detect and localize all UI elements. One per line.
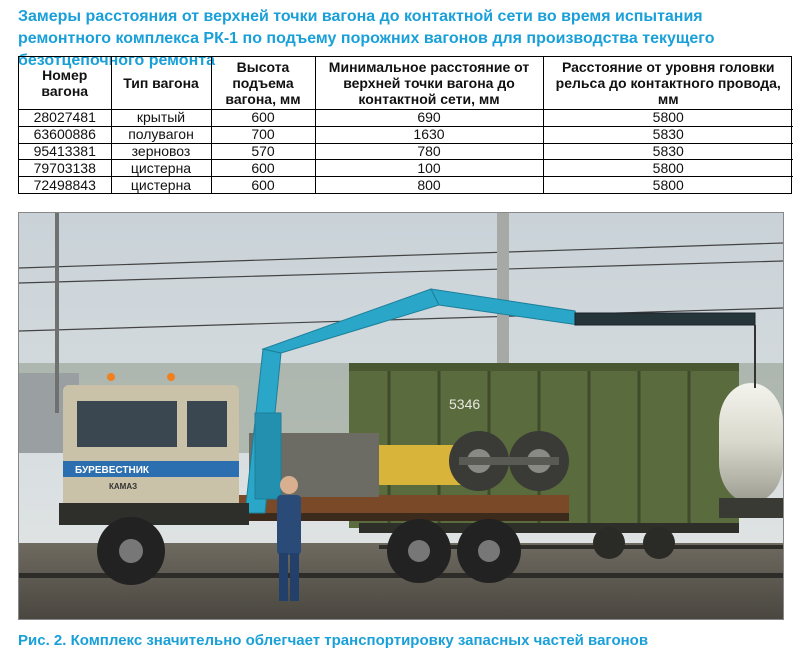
crane-truck-photo [18, 212, 784, 620]
cell-wagon-type: цистерна [111, 160, 211, 177]
table-row [19, 177, 793, 193]
header-wagon-type: Тип вагона [111, 57, 211, 110]
cell-wagon-number: 72498843 [19, 177, 111, 193]
cell-min-distance: 780 [315, 143, 543, 160]
cell-wagon-type: полувагон [111, 126, 211, 143]
cell-rail-to-wire: 5800 [543, 160, 793, 177]
measurements-table [18, 56, 792, 194]
wagon-number-text: 5346 [449, 396, 481, 412]
cell-lift-height: 600 [211, 177, 315, 193]
truck-cab [59, 373, 249, 525]
table-row [19, 143, 793, 160]
cell-rail-to-wire: 5800 [543, 110, 793, 127]
header-lift-height: Высота подъема вагона, мм [211, 57, 315, 110]
cell-wagon-number: 63600886 [19, 126, 111, 143]
cell-wagon-number: 95413381 [19, 143, 111, 160]
cell-wagon-number: 28027481 [19, 110, 111, 127]
cell-rail-to-wire: 5830 [543, 126, 793, 143]
cell-wagon-type: зерновоз [111, 143, 211, 160]
truck-brand-text: БУРЕВЕСТНИК [75, 465, 149, 476]
cell-wagon-type: цистерна [111, 177, 211, 193]
cell-lift-height: 600 [211, 160, 315, 177]
cell-min-distance: 690 [315, 110, 543, 127]
page-heading: Замеры расстояния от верхней точки вагона до контактной сети во время испытания ремонтного комплекса РК-1 по подъему порожних вагонов для производства текущего безотцепочного ремонта [18, 8, 715, 69]
cell-rail-to-wire: 5800 [543, 177, 793, 193]
cell-wagon-type: крытый [111, 110, 211, 127]
cell-lift-height: 570 [211, 143, 315, 160]
table-row [19, 110, 793, 127]
cab-badge-text: КАМАЗ [109, 482, 138, 491]
figure-caption: Рис. 2. Комплекс значительно облегчает транспортировку запасных частей вагонов [18, 632, 649, 649]
header-min-distance: Минимальное расстояние от верхней точки вагона до контактной сети, мм [315, 57, 543, 110]
table-header-row [19, 57, 793, 110]
cell-lift-height: 700 [211, 126, 315, 143]
cell-min-distance: 100 [315, 160, 543, 177]
catenary-pole-left [55, 213, 59, 413]
cell-wagon-number: 79703138 [19, 160, 111, 177]
header-rail-to-wire: Расстояние от уровня головки рельса до контактного провода, мм [543, 57, 793, 110]
table-row [19, 126, 793, 143]
header-wagon-number: Номер вагона [19, 57, 111, 110]
cell-rail-to-wire: 5830 [543, 143, 793, 160]
cell-lift-height: 600 [211, 110, 315, 127]
cell-min-distance: 1630 [315, 126, 543, 143]
cell-min-distance: 800 [315, 177, 543, 193]
table-row [19, 160, 793, 177]
